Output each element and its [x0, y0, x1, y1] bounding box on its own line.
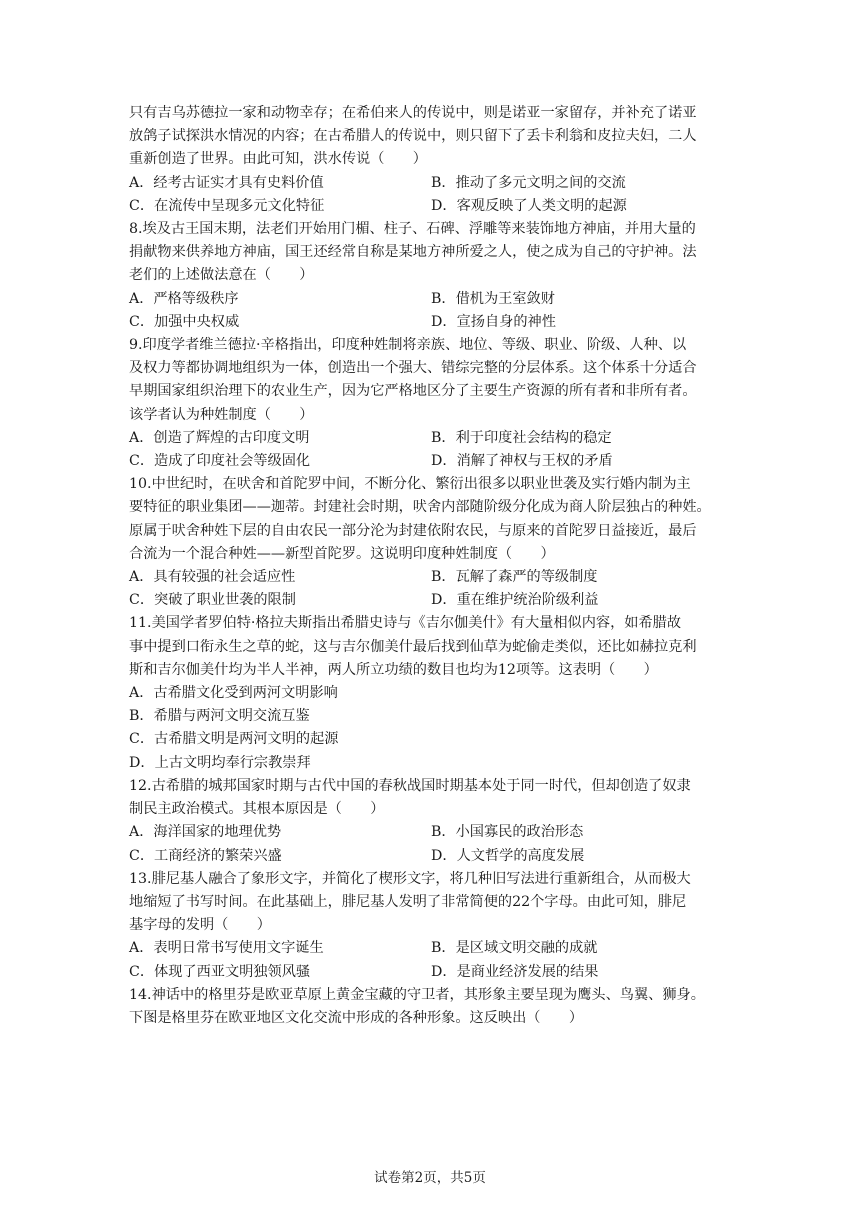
answer-option: C．工商经济的繁荣兴盛 — [129, 847, 282, 864]
stem-line: 老们的上述做法意在（ ） — [129, 267, 314, 284]
question-block — [129, 868, 733, 984]
answer-option: C．造成了印度社会等级固化 — [129, 453, 311, 470]
stem-line: 原属于吠舍种姓下层的自由农民一部分沦为封建依附农民，与原来的首陀罗日益接近，最后 — [129, 522, 697, 539]
question-7-stem — [129, 102, 733, 172]
answer-option: B．利于印度社会结构的稳定 — [431, 429, 612, 446]
answer-options — [129, 566, 733, 612]
answer-option: A．表明日常书写使用文字诞生 — [129, 940, 324, 957]
question-block — [129, 218, 733, 334]
answer-option: D．消解了神权与王权的矛盾 — [431, 453, 613, 470]
stem-line: 10.中世纪时，在吠舍和首陀罗中间，不断分化、繁衍出很多以职业世袭及实行婚内制为主 — [129, 476, 691, 493]
stem-line: 事中提到口衔永生之草的蛇，这与吉尔伽美什最后找到仙草为蛇偷走类似，还比如赫拉克利 — [129, 638, 697, 655]
answer-option: D．是商业经济发展的结果 — [431, 963, 599, 980]
stem-line: 早期国家组织治理下的农业生产，因为它严格地区分了主要生产资源的所有者和非所有者。 — [129, 383, 697, 400]
answer-option: A．海洋国家的地理优势 — [129, 824, 282, 841]
answer-option: A．具有较强的社会适应性 — [129, 569, 296, 586]
question-block — [129, 775, 733, 868]
stem-line: 9.印度学者维兰德拉·辛格指出，印度种姓制将亲族、地位、等级、职业、阶级、人种、以 — [129, 337, 687, 354]
stem-line: 13.腓尼基人融合了象形文字，并简化了楔形文字，将几种旧写法进行重新组合，从而极大 — [129, 870, 691, 887]
stem-line: 合流为一个混合种姓——新型首陀罗。这说明印度种姓制度（ ） — [129, 545, 555, 562]
stem-line: 8.埃及古王国末期，法老们开始用门楣、柱子、石碑、浮雕等来装饰地方神庙，并用大量的 — [129, 221, 696, 238]
answer-option: A．严格等级秩序 — [129, 290, 239, 307]
answer-option: B．瓦解了森严的等级制度 — [431, 569, 598, 586]
stem-line: 下图是格里芬在欧亚地区文化交流中形成的各种形象。这反映出（ ） — [129, 1009, 584, 1026]
stem-line: 放鸽子试探洪水情况的内容；在古希腊人的传说中，则只留下了丢卡利翁和皮拉夫妇，二人 — [129, 128, 697, 145]
answer-option: D．客观反映了人类文明的起源 — [431, 197, 627, 214]
stem-line: 地缩短了书写时间。在此基础上，腓尼基人发明了非常简便的22个字母。由此可知，腓尼 — [129, 893, 687, 910]
answer-option: B．希腊与两河文明交流互鉴 — [129, 708, 310, 725]
answer-option: D．重在维护统治阶级利益 — [431, 592, 599, 609]
answer-options — [129, 288, 733, 334]
question-block — [129, 984, 733, 1030]
stem-line: 制民主政治模式。其根本原因是（ ） — [129, 801, 385, 818]
answer-options — [129, 682, 733, 775]
stem-line: 14.神话中的格里芬是欧亚草原上黄金宝藏的守卫者，其形象主要呈现为鹰头、鸟翼、狮身。 — [129, 986, 705, 1003]
answer-option: A．创造了辉煌的古印度文明 — [129, 429, 310, 446]
question-content — [129, 102, 733, 1030]
question-block — [129, 334, 733, 473]
answer-option: C．体现了西亚文明独领风骚 — [129, 963, 311, 980]
answer-option: B．是区域文明交融的成就 — [431, 940, 598, 957]
answer-options — [129, 427, 733, 473]
stem-line: 要特征的职业集团——迦蒂。封建社会时期，吠舍内部随阶级分化成为商人阶层独占的种姓。 — [129, 499, 711, 516]
answer-option: B．推动了多元文明之间的交流 — [431, 174, 626, 191]
answer-option: B．借机为王室敛财 — [431, 290, 555, 307]
stem-line: 12.古希腊的城邦国家时期与古代中国的春秋战国时期基本处于同一时代，但却创造了奴隶 — [129, 777, 691, 794]
stem-line: 捐献物来供养地方神庙，国王还经常自称是某地方神所爱之人，使之成为自己的守护神。法 — [129, 244, 697, 261]
answer-option: C．在流传中呈现多元文化特征 — [129, 197, 325, 214]
question-block — [129, 473, 733, 612]
question-list — [129, 218, 733, 1030]
answer-option: D．宣扬自身的神性 — [431, 313, 556, 330]
stem-line: 斯和吉尔伽美什均为半人半神，两人所立功绩的数目也均为12项等。这表明（ ） — [129, 661, 658, 678]
answer-option: C．突破了职业世袭的限制 — [129, 592, 296, 609]
page-footer: 试卷第2页，共5页 — [374, 1170, 486, 1186]
answer-option: D．上古文明均奉行宗教崇拜 — [129, 754, 311, 771]
answer-option: C．加强中央权威 — [129, 313, 240, 330]
question-7-options — [129, 172, 733, 218]
answer-options — [129, 821, 733, 867]
answer-option: B．小国寡民的政治形态 — [431, 824, 584, 841]
stem-line: 基字母的发明（ ） — [129, 917, 271, 934]
stem-line: 11.美国学者罗伯特·格拉夫斯指出希腊史诗与《吉尔伽美什》有大量相似内容，如希腊故 — [129, 615, 682, 632]
stem-line: 及权力等都协调地组织为一体，创造出一个强大、错综完整的分层体系。这个体系十分适合 — [129, 360, 697, 377]
stem-line: 该学者认为种姓制度（ ） — [129, 406, 314, 423]
answer-option: A．古希腊文化受到两河文明影响 — [129, 685, 338, 702]
answer-option: C．古希腊文明是两河文明的起源 — [129, 731, 339, 748]
stem-line: 重新创造了世界。由此可知，洪水传说（ ） — [129, 151, 427, 168]
stem-line: 只有吉乌苏德拉一家和动物幸存；在希伯来人的传说中，则是诺亚一家留存，并补充了诺亚 — [129, 105, 697, 121]
answer-option: A．经考古证实才具有史料价值 — [129, 174, 324, 191]
question-block — [129, 612, 733, 774]
answer-option: D．人文哲学的高度发展 — [431, 847, 585, 864]
answer-options — [129, 937, 733, 983]
